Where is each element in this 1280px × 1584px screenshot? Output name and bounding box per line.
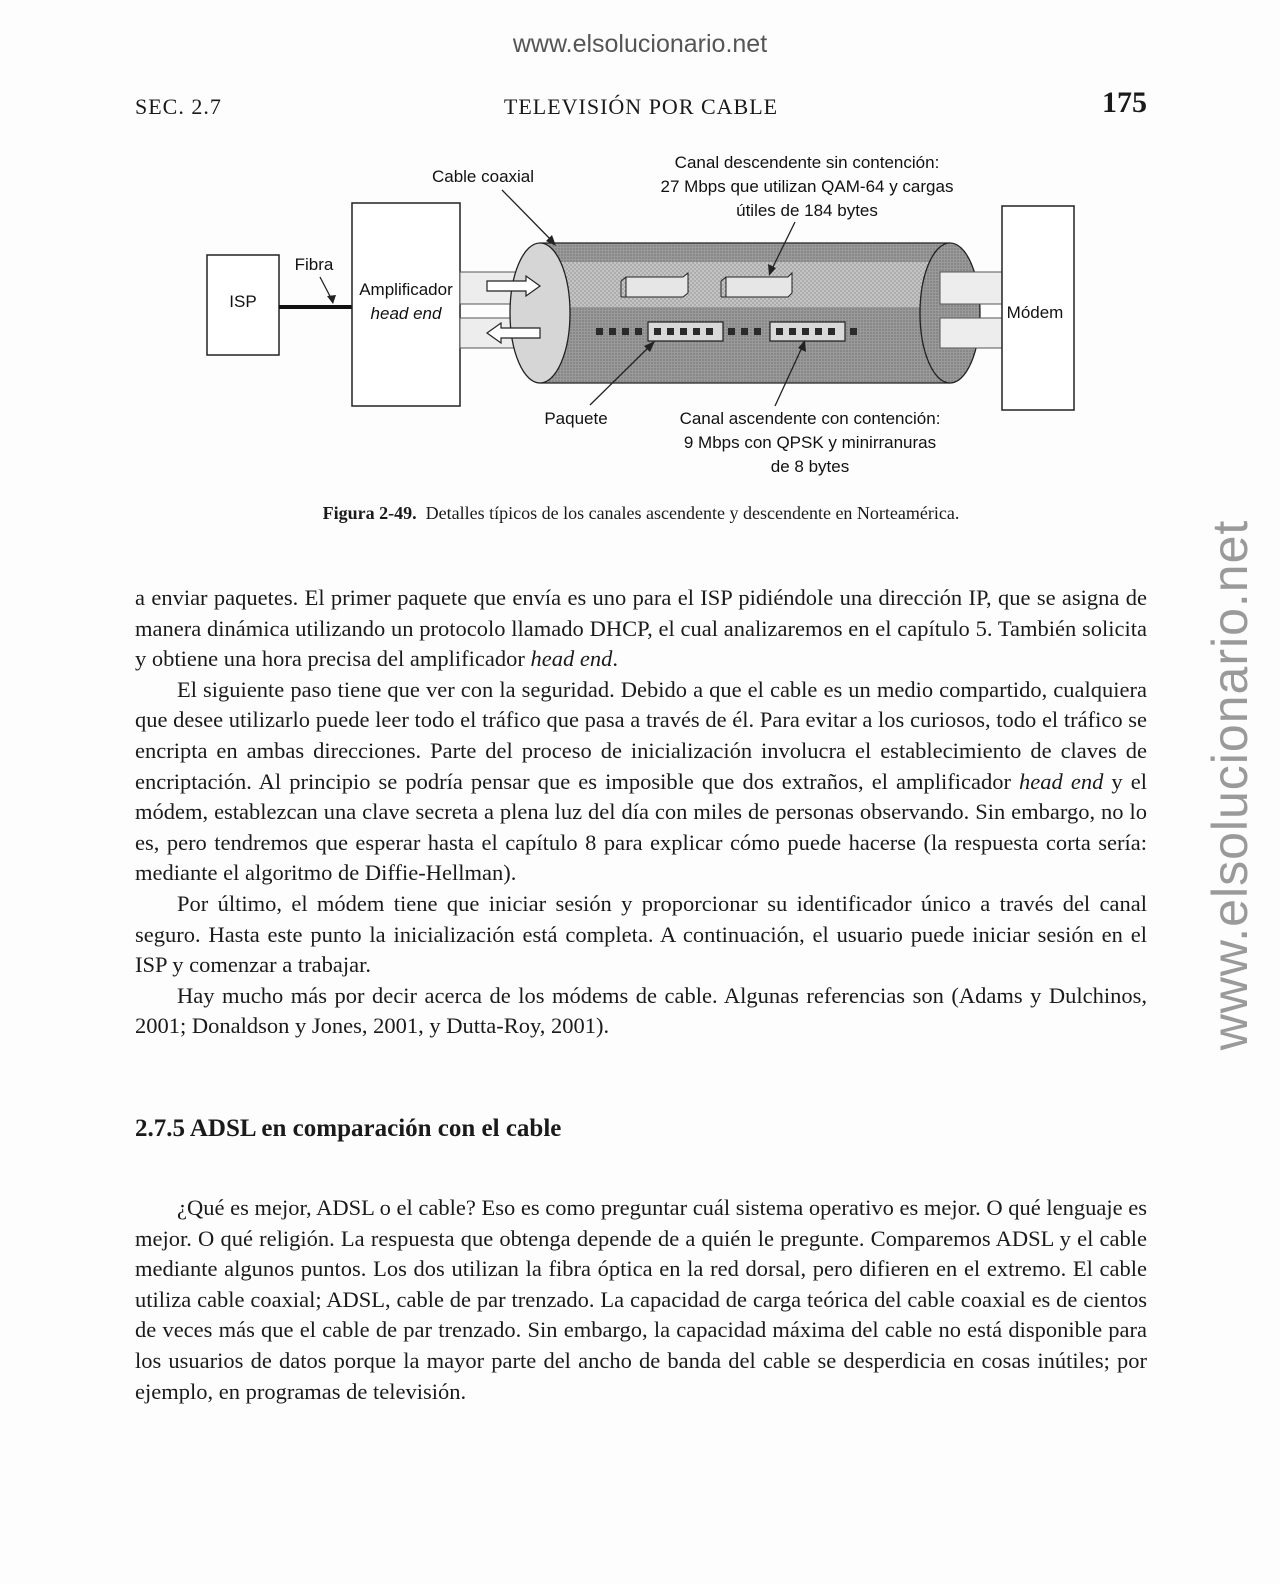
upstream-label-line-3: de 8 bytes: [770, 457, 850, 476]
coax-pointer: [502, 190, 555, 244]
paragraph-3: Por último, el módem tiene que iniciar sesión y proporcionar su identificador único a través del canal seguro. Hasta este punto la inicialización está completa. A continuación, el usuario puede iniciar sesión en el ISP y comenzar a trabajar.: [135, 890, 1147, 978]
downstream-payload-1: [621, 273, 688, 297]
running-head: [135, 86, 1147, 124]
upstream-label-line-1: Canal ascendente con contención:: [679, 409, 941, 428]
downstream-payload-2: [721, 273, 792, 297]
running-title: TELEVISIÓN POR CABLE: [503, 94, 779, 119]
isp-label: ISP: [229, 292, 257, 311]
paragraph-4: Hay mucho más por decir acerca de los módems de cable. Algunas referencias son (Adams y Dulchinos, 2001; Donaldson y Jones, 2001, y Dutta-Roy, 2001).: [135, 982, 1147, 1039]
paragraph-2: [135, 675, 1147, 889]
paragraph-2-emphasis: head end: [1019, 768, 1104, 794]
paragraph-1-emphasis: head end: [530, 646, 613, 672]
paragraph-5: ¿Qué es mejor, ADSL o el cable? Eso es como preguntar cuál sistema operativo es mejor. O qué lenguaje es mejor. O qué religión. La respuesta que obtenga depende de a quién le pregunte. Comparemos ADSL y el cable mediante algunos puntos. Los dos utilizan la fibra óptica en la red dorsal, pero difieren en el extremo. El cable utiliza cable coaxial; ADSL, cable de par trenzado. La capacidad de carga teórica del cable coaxial es de cientos de veces más que el cable de par trenzado. Sin embargo, la capacidad máxima del cable no está disponible para los usuarios de datos porque la mayor parte del ancho de banda del cable se desperdicia en cosas inútiles; por ejemplo, en programas de televisión.: [135, 1195, 1147, 1404]
cylinder-right-cap: [920, 243, 980, 383]
watermark-top: www.elsolucionario.net: [512, 30, 768, 58]
body-text-bottom: [135, 1193, 1147, 1407]
fiber-pointer-head: [327, 295, 336, 304]
right-stub-lower: [940, 318, 1002, 348]
amplifier-label: Amplificador: [359, 280, 453, 299]
section-heading: 2.7.5 ADSL en comparación con el cable: [135, 1115, 562, 1142]
figure-caption-label: Figura 2-49.: [322, 503, 417, 523]
upstream-packet-2: [770, 322, 845, 341]
downstream-label-line-1: Canal descendente sin contención:: [674, 153, 940, 172]
paragraph-1-end: .: [612, 646, 618, 672]
downstream-label-line-2: 27 Mbps que utilizan QAM-64 y cargas: [660, 177, 954, 196]
right-stub-upper: [940, 272, 1002, 304]
paragraph-1-text: a enviar paquetes. El primer paquete que envía es uno para el ISP pidiéndole una dirección IP, que se asigna de manera dinámica utilizando un protocolo llamado DHCP, el cual analizaremos en el capítulo 5. También solicita y obtiene una hora precisa del amplificador: [135, 585, 1147, 672]
cylinder-left-cap: [510, 243, 570, 383]
downstream-label-line-3: útiles de 184 bytes: [736, 201, 878, 220]
paragraph-2-text-a: El siguiente paso tiene que ver con la seguridad. Debido a que el cable es un medio compartido, cualquiera que desee utilizarlo puede leer todo el tráfico que pasa a través de él. Para evitar a los curiosos, todo el tráfico se encripta en ambas direcciones. Parte del proceso de inicialización involucra el establecimiento de claves de encriptación. Al principio se podría pensar que es imposible que dos extraños, el amplificador: [135, 676, 1147, 794]
section-number: SEC. 2.7: [135, 94, 222, 119]
body-text-top: [135, 583, 1147, 1042]
paragraph-2-text-b: y el módem, establezcan una clave secreta a plena luz del día con miles de personas observando. Sin embargo, no lo es, pero tendremos que esperar hasta el capítulo 8 para explicar cómo puede hacerse (la respuesta corta sería: mediante el algoritmo de Diffie-Hellman).: [135, 768, 1147, 886]
watermark-side: www.elsolucionario.net: [1202, 519, 1258, 1051]
headend-label: head end: [370, 304, 442, 323]
upstream-label-line-2: 9 Mbps con QPSK y minirranuras: [683, 433, 937, 452]
upstream-packet-1: [648, 322, 723, 341]
fiber-label: Fibra: [294, 255, 334, 274]
packet-label: Paquete: [544, 409, 608, 428]
coax-label: Cable coaxial: [431, 167, 535, 186]
figure-2-49: [150, 140, 1150, 480]
cable-channel-diagram: [150, 140, 1150, 480]
modem-label: Módem: [1006, 303, 1064, 322]
page-number: 175: [1102, 86, 1147, 119]
paragraph-1: [135, 583, 1147, 675]
figure-caption-text: Detalles típicos de los canales ascendente y descendente en Norteamérica.: [425, 503, 960, 523]
figure-caption: [135, 503, 1147, 524]
